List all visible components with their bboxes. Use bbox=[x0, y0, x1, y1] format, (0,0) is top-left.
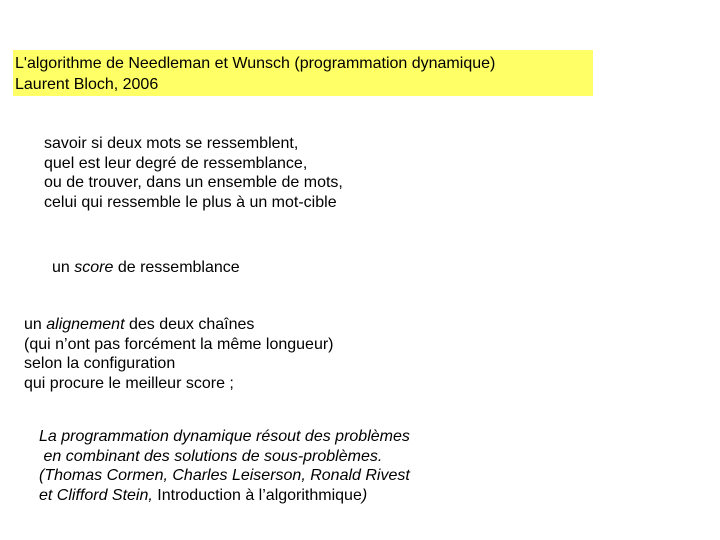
alignment-paragraph bbox=[24, 315, 334, 393]
emphasis-score: score bbox=[74, 259, 114, 276]
quote-line: (Thomas Cormen, Charles Leiserson, Ronald Rivest bbox=[39, 467, 410, 484]
text-prefix: un bbox=[52, 259, 75, 276]
text-line: quel est leur degré de ressemblance, bbox=[44, 154, 308, 172]
text-line bbox=[24, 315, 334, 335]
text-suffix: des deux chaînes bbox=[124, 316, 255, 333]
text-line: (qui n’ont pas forcément la même longueur) bbox=[24, 335, 334, 353]
quote-suffix: ) bbox=[361, 486, 368, 504]
text-line: qui procure le meilleur score ; bbox=[24, 374, 234, 392]
page-title: L'algorithme de Needleman et Wunsch (programmation dynamique) bbox=[15, 55, 496, 72]
quote-paragraph bbox=[39, 427, 410, 505]
book-title: Introduction à l’algorithmique bbox=[157, 486, 362, 504]
intro-paragraph bbox=[44, 134, 343, 212]
quote-line bbox=[39, 486, 410, 506]
emphasis-alignement: alignement bbox=[46, 316, 125, 333]
quote-line: La programmation dynamique résout des problèmes bbox=[39, 428, 410, 445]
text-line bbox=[52, 258, 240, 278]
quote-prefix: et Clifford Stein, bbox=[39, 486, 158, 504]
text-line: celui qui ressemble le plus à un mot-cible bbox=[44, 193, 337, 211]
text-suffix: de ressemblance bbox=[113, 259, 240, 276]
author-line: Laurent Bloch, 2006 bbox=[15, 76, 159, 93]
quote-line: en combinant des solutions de sous-problèmes. bbox=[39, 447, 383, 465]
text-line: savoir si deux mots se ressemblent, bbox=[44, 135, 299, 152]
text-line: ou de trouver, dans un ensemble de mots, bbox=[44, 174, 343, 191]
text-line: selon la configuration bbox=[24, 355, 176, 372]
title-box bbox=[13, 50, 593, 96]
text-prefix: un bbox=[24, 316, 47, 333]
score-paragraph bbox=[52, 258, 240, 278]
